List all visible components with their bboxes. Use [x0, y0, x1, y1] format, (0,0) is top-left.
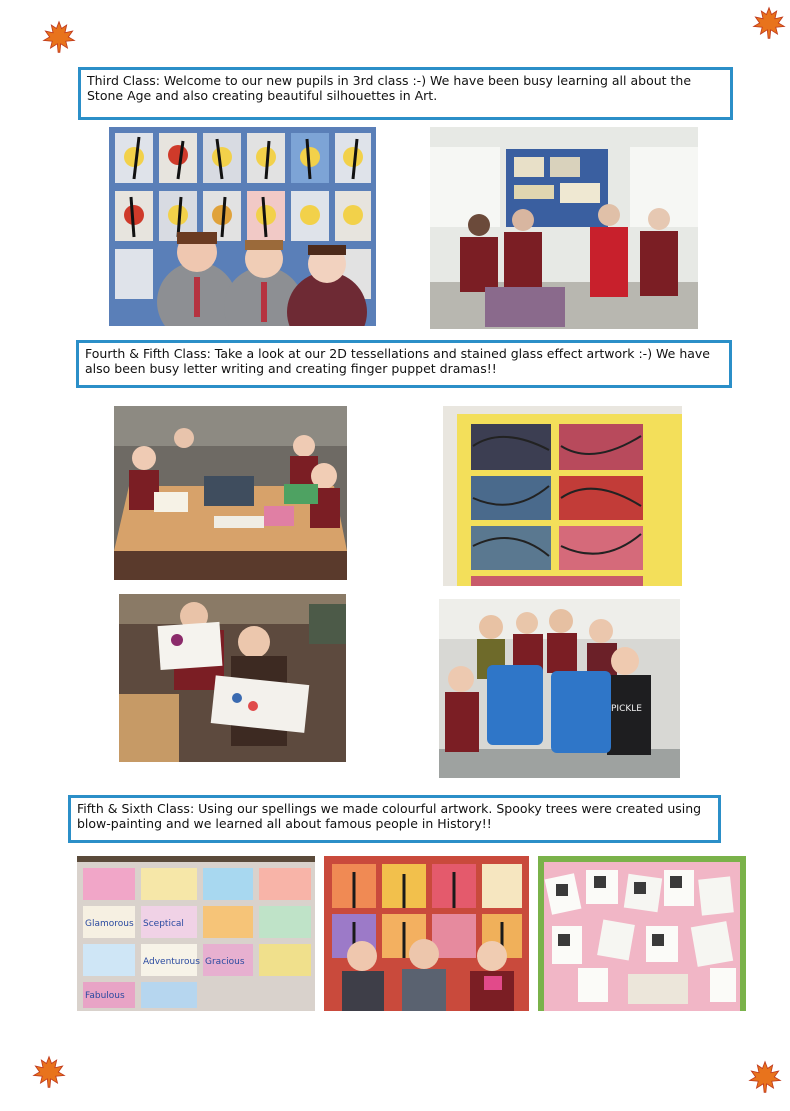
spelling-word: Glamorous [85, 919, 134, 929]
maple-leaf-icon [748, 1060, 782, 1094]
photo-stained-glass-art [443, 406, 682, 586]
caption-text: Fourth & Fifth Class: Take a look at our 2D tessellations and stained glass effect artwork :-) We have also been busy letter writing and creating finger puppet dramas!! [85, 346, 710, 376]
spelling-word: Fabulous [85, 991, 125, 1001]
spelling-word: Adventurous [143, 957, 200, 967]
photo-silhouette-art [109, 127, 376, 326]
photo-letter-writing [114, 406, 347, 580]
photo-famous-people-display [538, 856, 746, 1011]
caption-text: Third Class: Welcome to our new pupils in 3rd class :-) We have been busy learning all about the Stone Age and also creating beautiful silhouettes in Art. [87, 73, 692, 103]
maple-leaf-icon [752, 6, 786, 40]
shirt-text: PICKLE [611, 704, 642, 714]
maple-leaf-icon [32, 1055, 66, 1089]
photo-spooky-trees [324, 856, 529, 1011]
spelling-word: Sceptical [143, 919, 184, 929]
section-caption-fifth-sixth-class [68, 795, 721, 843]
photo-stone-age-display [430, 127, 698, 329]
photo-boys-with-letters [119, 594, 346, 762]
photo-spelling-artwork [77, 856, 315, 1011]
section-caption-third-class [78, 67, 733, 120]
spelling-word: Gracious [205, 957, 245, 967]
maple-leaf-icon [42, 20, 76, 54]
photo-finger-puppets [439, 599, 680, 778]
section-caption-fourth-fifth-class [76, 340, 732, 388]
caption-text: Fifth & Sixth Class: Using our spellings we made colourful artwork. Spooky trees were created using blow-painting and we learned all about famous people in History!! [77, 801, 702, 831]
